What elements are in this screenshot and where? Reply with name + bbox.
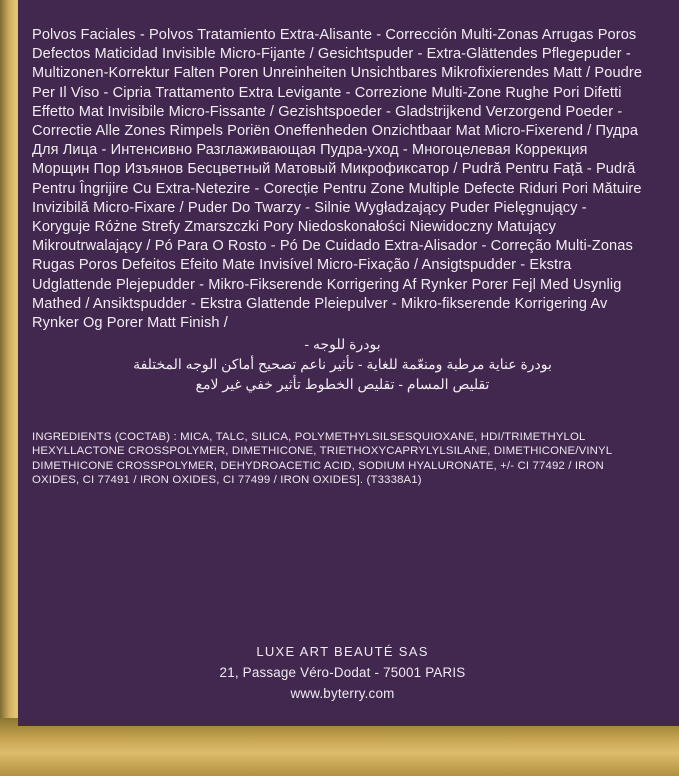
multilingual-product-names: Polvos Faciales - Polvos Tratamiento Extra-Alisante - Corrección Multi-Zonas Arrugas Poros Defectos Maticidad Invisible Micro-Fijante / Gesichtspuder - Extra-Glättendes Pflegepuder - Multizonen-Korrektur Falten Poren Unreinheiten Unsichtbares Mikrofixierendes Matt / Poudre Per Il Viso - Cipria Trattamento Extra Levigante - Correzione Multi-Zone Rughe Pori Difetti Effetto Mat Invisibile Micro-Fissante / Gezishtspoeder - Gladstrijkend Verzorgend Poeder - Correctie Alle Zones Rimpels Poriën Oneffenheden Onzichtbaar Mat Micro-Fixerend / Пудра Для Лица - Интенсивно Разглаживающая Пудра-уход - Многоцелевая Коррекция Морщин Пор Изъянов Бесцветный Матовый Микрофиксатор / Pudră Pentru Față - Pudră Pentru Îngrijire Cu Extra-Netezire - Corecție Pentru Zone Multiple Defecte Riduri Pori Mǎtuire Invizibilă Micro-Fixare / Puder Do Twarzy - Silnie Wygładzający Puder Pielęgnujący - Koryguje Różne Strefy Zmarszczki Pory Niedoskonałości Niewidoczny Matujący Mikroutrwalający / Pó Para O Rosto - Pó De Cuidado Extra-Alisador - Correção Multi-Zonas Rugas Poros Defeitos Efeito Mate Invisível Micro-Fixação / Ansigtspudder - Ekstra Udglattende Plejepudder - Mikro-Fikserende Korrigering Af Rynker Porer Fejl Med Usynlig Mathed / Ansiktspudder - Ekstra Glattende Pleiepulver - Mikro-fikserende Korrigering Av Rynker Og Porer Matt Finish / <box>32 27 643 332</box>
company-name: LUXE ART BEAUTÉ SAS <box>256 644 429 659</box>
ingredients-list: INGREDIENTS (COCTAB) : MICA, TALC, SILICA, POLYMETHYLSILSESQUIOXANE, HDI/TRIMETHYLOL HEXYLLACTONE CROSSPOLYMER, DIMETHICONE, TRIETHOXYCAPRYLYLSILANE, DIMETHICONE/VINYL DIMETHICONE CROSSPOLYMER, DEHYDROACETIC ACID, SODIUM HYALURONATE, +/- CI 77492 / IRON OXIDES, CI 77491 / IRON OXIDES, CI 77499 / IRON OXIDES]. (T3338A1) <box>32 431 612 486</box>
arabic-line-3: تقليص المسام - تقليص الخطوط تأثير خفي غير لامع <box>195 376 490 393</box>
company-address: 21, Passage Véro-Dodat - 75001 PARIS <box>219 665 466 680</box>
company-website: www.byterry.com <box>290 686 395 701</box>
label-panel <box>18 0 679 726</box>
gold-bottom-edge <box>0 718 679 776</box>
manufacturer-footer <box>32 641 653 704</box>
arabic-line-1: بودرة للوجه - <box>304 336 381 353</box>
arabic-line-2: بودرة عناية مرطبة ومنعّمة للغاية - تأثير ناعم تصحيح أماكن الوجه المختلفة <box>133 356 552 373</box>
arabic-product-names <box>32 335 653 394</box>
